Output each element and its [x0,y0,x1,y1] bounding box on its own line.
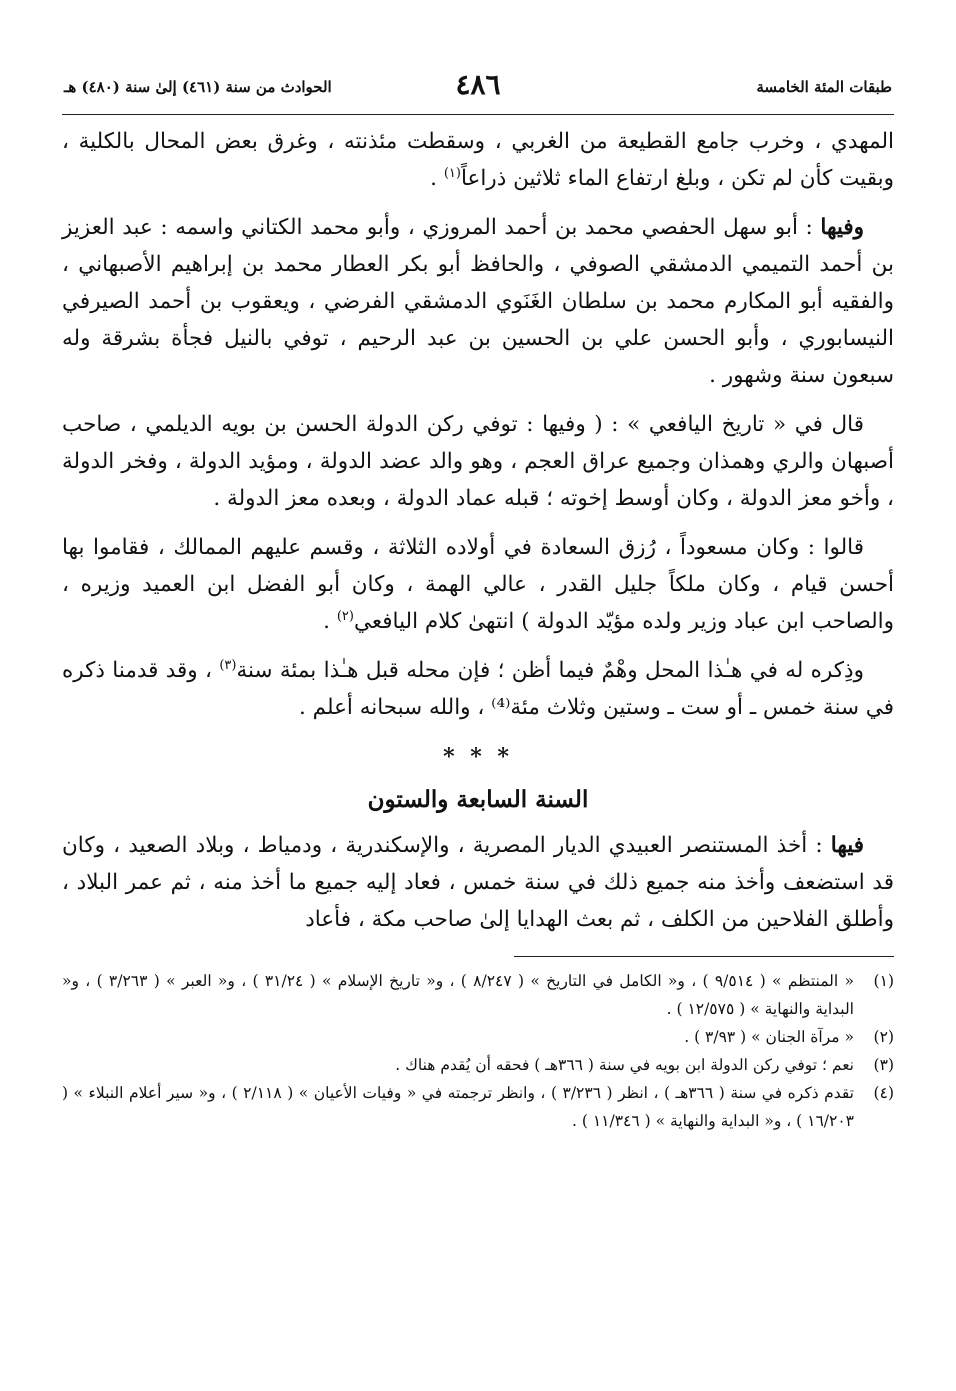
paragraph-tail: . [430,166,437,191]
footnote-number: (٢) [873,1028,894,1046]
book-section-title: طبقات المئة الخامسة [756,78,892,96]
footnotes [62,967,894,1135]
footnote-text: تقدم ذكره في سنة ( ٣٦٦هـ ) ، انظر ( ٣/٢٣٦ ) ، وانظر ترجمته في « وفيات الأعيان » ( ٢/١١٨ ) ، و« سير أعلام النبلاء » ( ١٦/٢٠٣ ) ، و« البداية والنهاية » ( ١١/٣٤٦ ) . [62,1084,854,1130]
footnote-ref[interactable]: (٢) [336,608,354,624]
paragraph-5 [62,652,894,726]
paragraph-tail: ، وقد قدمنا ذكره في سنة خمس ـ أو ست ـ وستين وثلاث مئة⁽⁴⁾ ، والله سبحانه أعلم . [62,658,894,720]
footnote-ref[interactable]: (١) [443,165,461,181]
main-text [62,123,894,938]
section-paragraph [62,827,894,938]
footnote-1 [62,967,894,1023]
footnote-number: (٤) [873,1084,894,1102]
footnote-4 [62,1079,894,1135]
paragraph-text: قالوا : وكان مسعوداً ، رُزق السعادة في أولاده الثلاثة ، وقسم عليهم الممالك ، فقاموا بها أحسن قيام ، وكان ملكاً جليل القدر ، عالي الهمة ، وكان أبو الفضل ابن العميد وزيره ، والصاحب ابن عباد وزير ولده مؤيّد الدولة ) انتهىٰ كلام اليافعي [62,535,894,634]
footnote-text: نعم ؛ توفي ركن الدولة ابن بويه في سنة ( ٣٦٦هـ ) فحقه أن يُقدم هناك . [395,1056,854,1074]
footnote-number: (٣) [873,1056,894,1074]
paragraph-2 [62,209,894,394]
paragraph-tail: . [323,609,330,634]
footnote-ref[interactable]: (٣) [219,657,237,673]
page-number: ٤٨٦ [455,68,501,101]
paragraph-text: وذِكره له في هـٰذا المحل وهْمٌ فيما أظن ؛ فإن محله قبل هـٰذا بمئة سنة [236,658,864,683]
footnote-text: « مرآة الجنان » ( ٣/٩٣ ) . [684,1028,854,1046]
paragraph-text: : أخذ المستنصر العبيدي الديار المصرية ، والإسكندرية ، ودمياط ، وبلاد الصعيد ، وكان قد استضعف وأخذ منه جميع ذلك في سنة خمس ، فعاد إليه جميع ما أخذ منه ، ثم عمر البلاد ، وأطلق الفلاحين من الكلف ، ثم بعث الهدايا إلىٰ صاحب مكة ، فأعاد [62,833,894,932]
paragraph-3 [62,406,894,517]
footnote-number: (١) [873,972,894,990]
section-separator: * * * [443,744,513,770]
paragraph-lead: وفيها [820,215,864,240]
paragraph-text: قال في « تاريخ اليافعي » : ( وفيها : توفي ركن الدولة الحسن بن بويه الديلمي ، صاحب أصبهان والري وهمذان وجميع عراق العجم ، وهو والد عضد الدولة ، ومؤيد الدولة ، وفخر الدولة ، وأخو معز الدولة ، وكان أوسط إخوته ؛ قبله عماد الدولة ، وبعده معز الدولة . [62,412,894,511]
paragraph-lead: فيها [830,833,864,858]
running-header [62,64,894,115]
footnote-2 [62,1023,894,1051]
paragraph-1 [62,123,894,197]
book-page [62,64,894,1367]
footnote-text: « المنتظم » ( ٩/٥١٤ ) ، و« الكامل في التاريخ » ( ٨/٢٤٧ ) ، و« تاريخ الإسلام » ( ٣١/٢٤ ) ، و« العبر » ( ٣/٢٦٣ ) ، و« البداية والنهاية » ( ١٢/٥٧٥ ) . [62,972,854,1018]
paragraph-4 [62,529,894,640]
footnote-divider [514,956,894,957]
paragraph-text: : أبو سهل الحفصي محمد بن أحمد المروزي ، وأبو محمد الكتاني واسمه : عبد العزيز بن أحمد التميمي الدمشقي الصوفي ، والحافظ أبو بكر العطار محمد بن إبراهيم الأصبهاني ، والفقيه أبو المكارم محمد بن سلطان الغَنَوي الدمشقي الفرضي ، ويعقوب بن أحمد الصيرفي النيسابوري ، وأبو الحسن علي بن الحسين بن عبد الرحيم ، توفي بالنيل فجأة بشرقة وله سبعون سنة وشهور . [62,215,894,388]
paragraph-text: المهدي ، وخرب جامع القطيعة من الغربي ، وسقطت مئذنته ، وغرق بعض المحال بالكلية ، وبقيت كأن لم تكن ، وبلغ ارتفاع الماء ثلاثين ذراعاً [62,129,894,191]
footnote-3 [62,1051,894,1079]
events-range: الحوادث من سنة (٤٦١) إلىٰ سنة (٤٨٠) هـ [64,78,332,96]
section-heading: السنة السابعة والستون [367,786,589,813]
